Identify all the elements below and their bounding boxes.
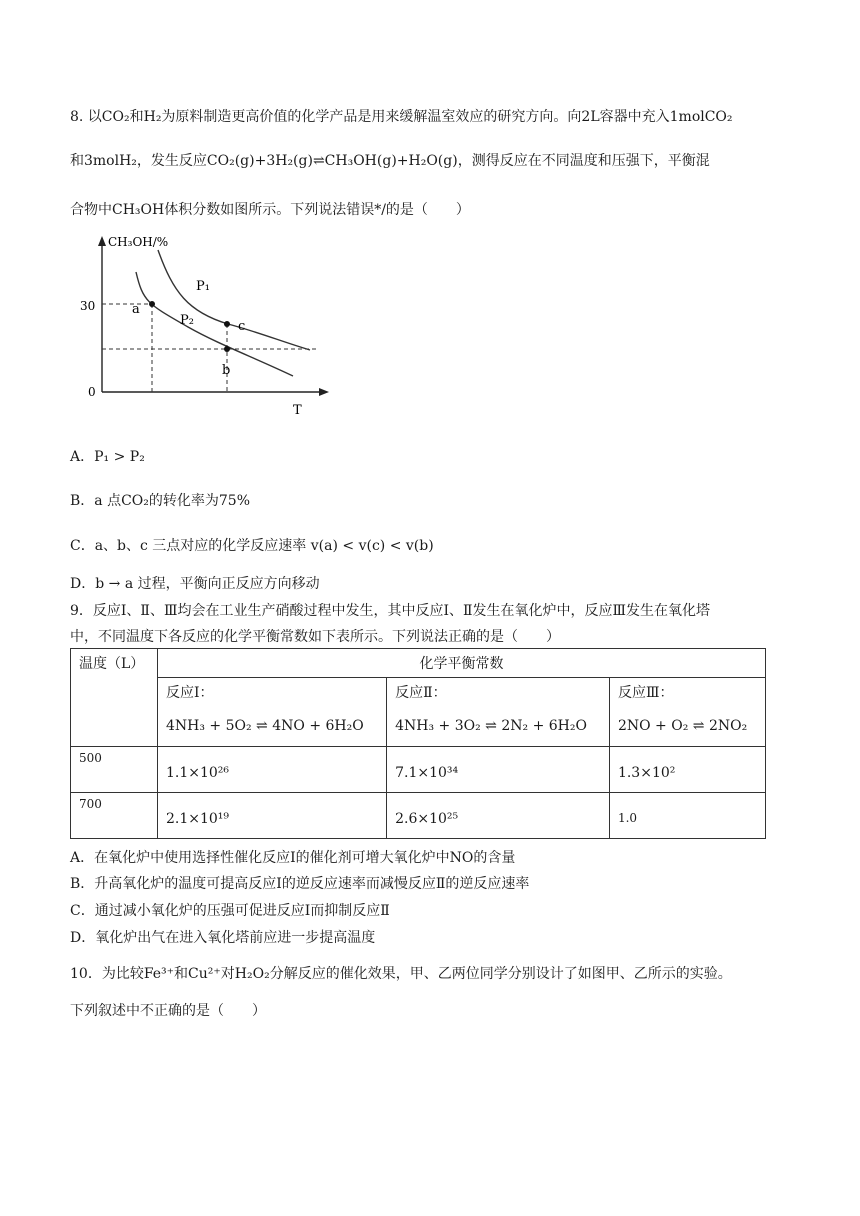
header-temperature: 温度（L） xyxy=(71,649,158,747)
q10-stem-line-1: 10．为比较Fe³⁺和Cu²⁺对H₂O₂分解反应的催化效果，甲、乙两位同学分别设计了如图甲、乙所示的实验。 xyxy=(70,966,732,982)
x-axis-arrow xyxy=(319,388,329,396)
reaction-3-equation: 2NO + O₂ ⇌ 2NO₂ xyxy=(617,718,748,734)
q10-stem-line-2: 下列叙述中不正确的是（ ） xyxy=(70,1003,266,1019)
ch3oh-vs-t-graph xyxy=(78,232,338,422)
q9-option-b: B．升高氧化炉的温度可提高反应Ⅰ的逆反应速率而减慢反应Ⅱ的逆反应速率 xyxy=(70,876,530,892)
tick-0: 0 xyxy=(88,385,96,399)
label-a: a xyxy=(132,302,140,317)
label-p2: P₂ xyxy=(180,313,194,328)
label-c: c xyxy=(238,319,246,334)
reaction-1-name: 反应Ⅰ： xyxy=(166,685,214,701)
y-axis-label: CH₃OH/% xyxy=(108,235,169,249)
y-axis-arrow xyxy=(98,236,106,246)
q8-stem-line-3: 合物中CH₃OH体积分数如图所示。下列说法错误*/的是（ ） xyxy=(70,202,470,218)
q9-stem-line-2: 中，不同温度下各反应的化学平衡常数如下表所示。下列说法正确的是（ ） xyxy=(70,629,560,645)
reaction-3-name: 反应Ⅲ： xyxy=(617,685,674,701)
x-axis-label: T xyxy=(293,403,302,418)
q9-option-c: C．通过减小氧化炉的压强可促进反应Ⅰ而抑制反应Ⅱ xyxy=(70,903,390,919)
label-b: b xyxy=(222,363,231,378)
point-b xyxy=(224,346,230,352)
reaction-1-cell xyxy=(158,678,387,747)
q9-option-a: A．在氧化炉中使用选择性催化反应Ⅰ的催化剂可增大氧化炉中NO的含量 xyxy=(70,850,516,866)
point-c xyxy=(224,321,230,327)
label-p1: P₁ xyxy=(196,279,210,294)
equilibrium-constant-table xyxy=(70,648,766,839)
q8-option-a: A．P₁ > P₂ xyxy=(70,449,145,465)
curve-p2 xyxy=(136,272,293,376)
k2-value: 2.6×10²⁵ xyxy=(395,811,459,827)
table-row xyxy=(71,793,766,839)
point-a xyxy=(149,301,155,307)
q8-option-d: D．b → a 过程，平衡向正反应方向移动 xyxy=(70,576,320,592)
q8-stem-line-2: 和3molH₂，发生反应CO₂(g)+3H₂(g)⇌CH₃OH(g)+H₂O(g)，测得反应在不同温度和压强下，平衡混 xyxy=(70,153,710,169)
reaction-2-name: 反应Ⅱ： xyxy=(395,685,447,701)
temp-cell: 700 xyxy=(71,793,158,839)
tick-30: 30 xyxy=(80,299,96,313)
q8-option-b: B．a 点CO₂的转化率为75% xyxy=(70,493,251,509)
k2-value: 7.1×10³⁴ xyxy=(395,765,459,781)
reaction-2-cell xyxy=(387,678,610,747)
k1-value: 2.1×10¹⁹ xyxy=(166,811,230,827)
header-constant: 化学平衡常数 xyxy=(158,649,766,678)
q9-stem-line-1: 9．反应Ⅰ、Ⅱ、Ⅲ均会在工业生产硝酸过程中发生，其中反应Ⅰ、Ⅱ发生在氧化炉中，反应Ⅲ发生在氧化塔 xyxy=(70,603,710,619)
table-row xyxy=(71,747,766,793)
temp-cell: 500 xyxy=(71,747,158,793)
curve-p1 xyxy=(158,250,310,350)
k3-value: 1.0 xyxy=(617,811,638,825)
q9-option-d: D．氧化炉出气在进入氧化塔前应进一步提高温度 xyxy=(70,930,376,946)
q8-option-c: C．a、b、c 三点对应的化学反应速率 v(a) < v(c) < v(b) xyxy=(70,538,434,554)
k1-value: 1.1×10²⁶ xyxy=(166,765,230,781)
q8-stem-line-1: 8. 以CO₂和H₂为原料制造更高价值的化学产品是用来缓解温室效应的研究方向。向2L容器中充入1molCO₂ xyxy=(70,109,733,125)
reaction-1-equation: 4NH₃ + 5O₂ ⇌ 4NO + 6H₂O xyxy=(166,718,364,734)
reaction-2-equation: 4NH₃ + 3O₂ ⇌ 2N₂ + 6H₂O xyxy=(395,718,587,734)
k3-value: 1.3×10² xyxy=(617,765,676,781)
reaction-3-cell xyxy=(609,678,765,747)
